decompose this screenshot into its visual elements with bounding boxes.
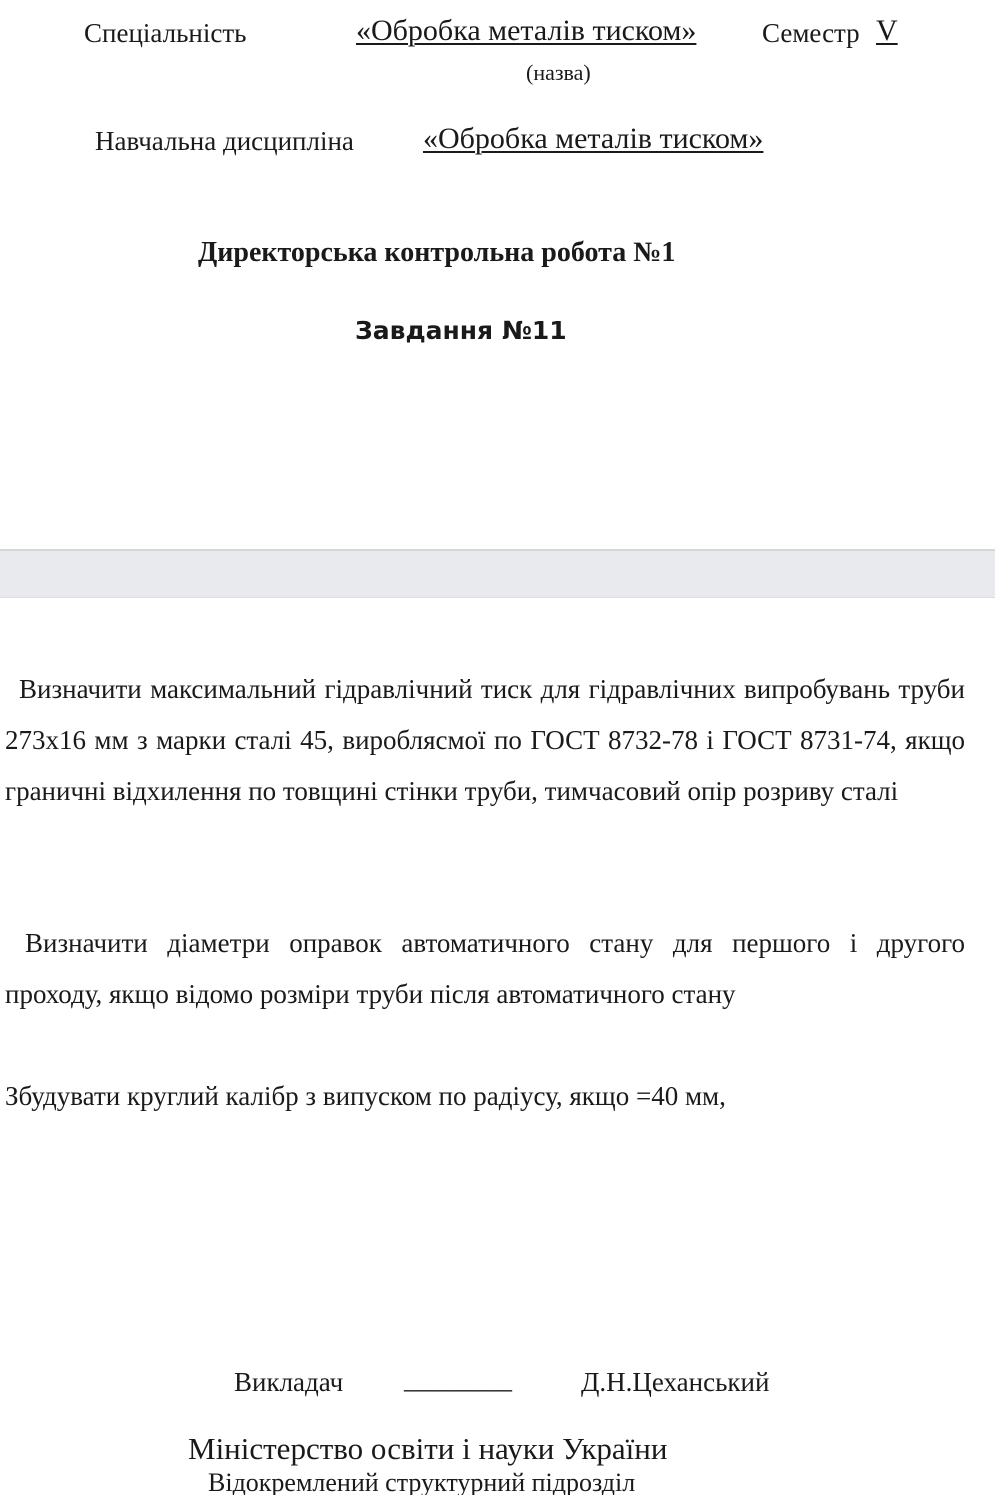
name-caption: (назва) (526, 60, 591, 85)
page-separator (0, 549, 995, 598)
teacher-label: Викладач (234, 1367, 344, 1397)
semester-label: Семестр (762, 18, 860, 48)
specialty-label: Спеціальність (84, 18, 247, 48)
signature-line: ________ (404, 1364, 512, 1394)
task-title: Завдання №11 (355, 316, 567, 345)
task-paragraph-3: Збудувати круглий калібр з випуском по радіусу, якщо =40 мм, (5, 1081, 726, 1111)
discipline-label: Навчальна дисципліна (95, 126, 354, 156)
work-title: Директорська контрольна робота №1 (198, 237, 676, 268)
semester-value: V (876, 14, 898, 47)
discipline-value: «Обробка металів тиском» (423, 122, 764, 155)
task-paragraph-1: Визначити максимальний гідравлічний тиск для гідравлічних випробувань труби 273х16 мм з марки сталі 45, вироблясмої по ГОСТ 8732-78 і ГОСТ 8731-74, якщо граничні відхилення по товщині стінки труби, тимчасовий опір розриву сталі (5, 674, 965, 806)
teacher-name: Д.Н.Цеханський (581, 1367, 770, 1397)
task-paragraph-2: Визначити діаметри оправок автоматичного стану для першого і другого проходу, якщо відомо розміри труби після автоматичного стану (5, 928, 965, 1009)
ministry-heading: Міністерство освіти і науки України (188, 1431, 668, 1466)
subdivision-heading: Відокремлений структурний підрозділ (208, 1468, 636, 1495)
specialty-value: «Обробка металів тиском» (356, 14, 697, 47)
